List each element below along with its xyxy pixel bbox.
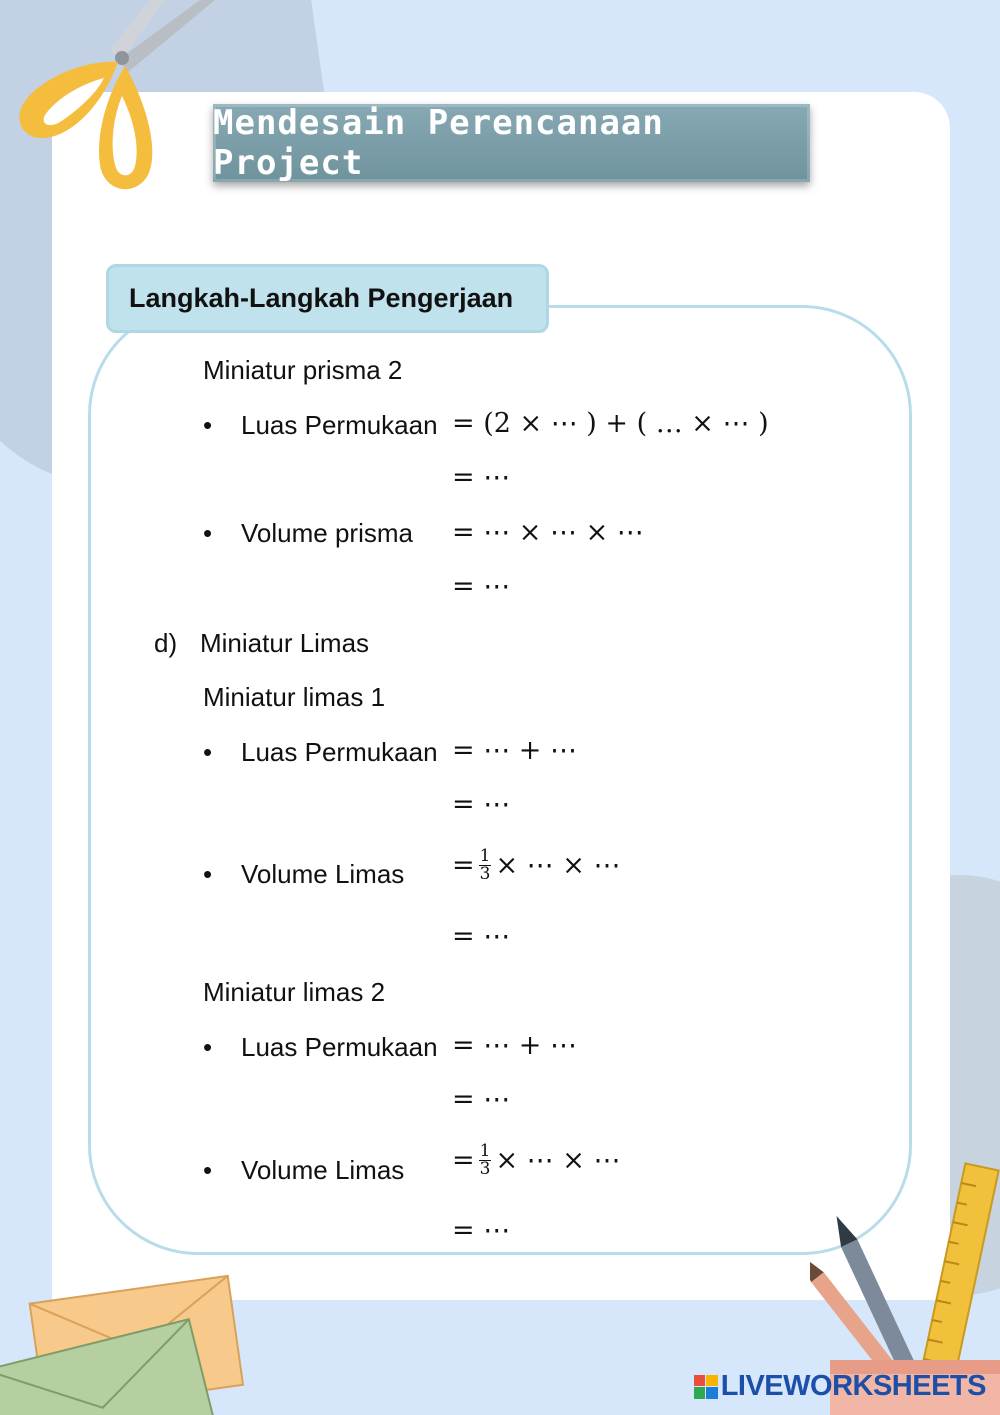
page-title: Mendesain Perencanaan Project [213, 103, 664, 183]
prism2-volume-expr: = ⋯ × ⋯ × ⋯ [452, 517, 644, 548]
bullet: • [203, 859, 213, 889]
equals-sign: = [452, 1145, 475, 1176]
limas1-surface-result: = ⋯ [452, 789, 511, 820]
limas1-surface-expr: = ⋯ + ⋯ [452, 735, 577, 766]
brand-icon [694, 1375, 718, 1399]
bullet: • [203, 737, 213, 767]
limas2-volume-label: Volume Limas [241, 1155, 405, 1185]
limas2-volume-result: = ⋯ [452, 1215, 511, 1246]
limas1-heading: Miniatur limas 1 [203, 682, 386, 712]
fraction-numerator: 1 [479, 1141, 491, 1161]
prism2-surface-label: Luas Permukaan [241, 410, 438, 440]
volume-rest: × ⋯ × ⋯ [495, 850, 621, 881]
prism2-heading: Miniatur prisma 2 [203, 355, 403, 385]
section-tab [106, 264, 549, 333]
prism2-volume-label: Volume prisma [241, 518, 413, 548]
title-banner [213, 104, 810, 182]
limas2-surface-result: = ⋯ [452, 1084, 511, 1115]
bullet: • [203, 1032, 213, 1062]
limas1-volume-expr [452, 848, 620, 883]
prism2-volume-result: = ⋯ [452, 571, 511, 602]
fraction-denominator: 3 [479, 1159, 491, 1179]
fraction-denominator: 3 [479, 864, 491, 884]
limas-marker: d) [154, 628, 178, 658]
section-tab-label: Langkah-Langkah Pengerjaan [129, 283, 514, 313]
fraction-one-third [479, 1143, 492, 1178]
brand-name: LIVEWORKSHEETS [720, 1370, 986, 1402]
limas2-heading: Miniatur limas 2 [203, 977, 386, 1007]
fraction-numerator: 1 [479, 846, 491, 866]
prism2-surface-result: = ⋯ [452, 462, 511, 493]
bullet: • [203, 1155, 213, 1185]
scissors-icon [0, 0, 220, 210]
limas1-volume-label: Volume Limas [241, 859, 405, 889]
fraction-one-third [479, 848, 492, 883]
limas1-surface-label: Luas Permukaan [241, 737, 438, 767]
equals-sign: = [452, 850, 475, 881]
envelope-icon [0, 1255, 260, 1415]
limas2-surface-expr: = ⋯ + ⋯ [452, 1030, 577, 1061]
limas-heading: Miniatur Limas [200, 628, 370, 658]
limas2-surface-label: Luas Permukaan [241, 1032, 438, 1062]
bullet: • [203, 410, 213, 440]
brand-logo [694, 1370, 986, 1403]
limas2-volume-expr [452, 1143, 620, 1178]
bullet: • [203, 518, 213, 548]
prism2-surface-expr: = (2 × ⋯ ) + ( … × ⋯ ) [452, 408, 769, 439]
limas1-volume-result: = ⋯ [452, 921, 511, 952]
volume-rest: × ⋯ × ⋯ [495, 1145, 621, 1176]
